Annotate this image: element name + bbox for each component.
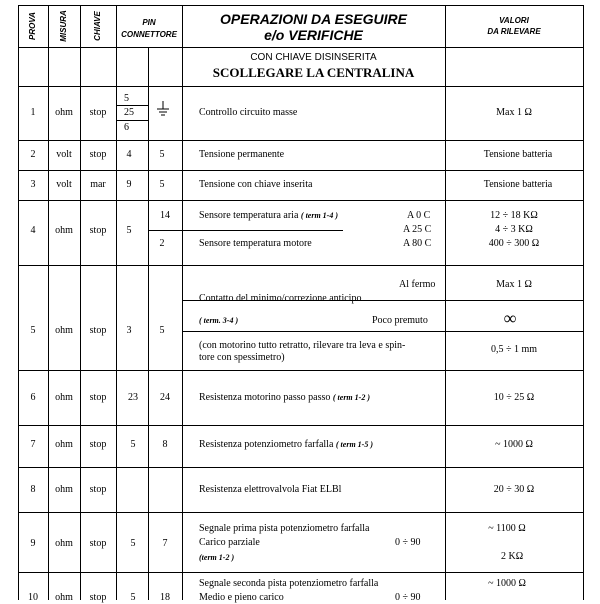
- row5-operation-b: Contatto del minimo/correzione anticipo: [199, 293, 362, 304]
- row6-misura: ohm: [55, 392, 73, 403]
- row8-value: 20 ÷ 30 Ω: [493, 484, 535, 495]
- row-divider-5: [18, 370, 583, 371]
- row-divider-1: [18, 140, 583, 141]
- row-divider-3: [18, 200, 583, 201]
- row5-operation-c: Poco premuto: [372, 315, 428, 326]
- intro-divider: [18, 86, 583, 87]
- row9-operation-1: Segnale prima pista potenziometro farfalla: [199, 523, 370, 534]
- row1-operation: Controllo circuito masse: [199, 107, 298, 118]
- row5-operation-d1: (con motorino tutto retratto, rilevare tra leva e spin-: [199, 340, 406, 351]
- row7-operation: [199, 439, 373, 451]
- row1-value: Max 1 Ω: [496, 107, 532, 118]
- col-divider-pin: [116, 5, 117, 600]
- header-chiave: CHIAVE: [93, 11, 102, 41]
- row-divider-8: [18, 512, 583, 513]
- row9-value-1: ~ 1100 Ω: [488, 523, 526, 534]
- header-prova: PROVA: [28, 12, 37, 40]
- row4-temp-1: A 0 C: [407, 210, 431, 221]
- ground-icon: [156, 101, 170, 119]
- row5-operation-d2: tore con spessimetro): [199, 352, 285, 363]
- row5-value-1: Max 1 Ω: [496, 279, 532, 290]
- row4-temp-3: A 80 C: [403, 238, 432, 249]
- row1-pin-a1: 5: [124, 93, 129, 104]
- row4-pin-a: 5: [126, 225, 132, 236]
- row2-misura: volt: [56, 149, 72, 160]
- row7-prova: 7: [30, 439, 36, 450]
- row4-sub-divider: [148, 230, 343, 231]
- row4-value-3: 400 ÷ 300 Ω: [488, 238, 540, 249]
- header-connettore: CONNETTORE: [121, 30, 177, 39]
- row9-misura: ohm: [55, 538, 73, 549]
- row10-pin-a: 5: [130, 592, 136, 603]
- row10-prova: 10: [28, 592, 38, 603]
- intro-line1: CON CHIAVE DISINSERITA: [250, 52, 377, 63]
- row7-chiave: stop: [89, 439, 107, 450]
- row4-operation-1: [199, 210, 338, 222]
- row6-pin-b: 24: [160, 392, 170, 403]
- row1-pin-a2: 25: [124, 107, 134, 118]
- table-border-right: [583, 5, 584, 600]
- row9-pin-a: 5: [130, 538, 136, 549]
- row5-pin-a: 3: [126, 325, 132, 336]
- row10-misura: ohm: [55, 592, 73, 603]
- row3-chiave: mar: [90, 179, 106, 190]
- row5-value-2: ∞: [503, 308, 517, 328]
- row6-pin-a: 23: [128, 392, 138, 403]
- row3-pin-b: 5: [159, 179, 165, 190]
- header-title: OPERAZIONI DA ESEGUIRE: [220, 11, 407, 27]
- row10-operation-1: Segnale seconda pista potenziometro farfalla: [199, 578, 379, 589]
- row-divider-4: [18, 265, 583, 266]
- row9-operation-3: (term 1-2 ): [199, 553, 235, 562]
- row4-chiave: stop: [89, 225, 107, 236]
- row8-chiave: stop: [89, 484, 107, 495]
- row4-prova: 4: [30, 225, 36, 236]
- row1-pin-a3: 6: [124, 122, 129, 133]
- row10-operation-2: Medio e pieno carico: [199, 592, 284, 603]
- row5-operation-a: Al fermo: [399, 279, 436, 290]
- col-divider-ops: [182, 5, 183, 600]
- header-misura: MISURA: [59, 10, 68, 42]
- row6-operation: [199, 392, 370, 404]
- row2-chiave: stop: [89, 149, 107, 160]
- row4-misura: ohm: [55, 225, 73, 236]
- row7-pin-a: 5: [130, 439, 136, 450]
- row7-value: ~ 1000 Ω: [495, 439, 533, 450]
- header-values-sub: DA RILEVARE: [487, 27, 541, 36]
- row7-operation-label: Resistenza potenziometro farfalla: [199, 439, 334, 450]
- row1-chiave: stop: [89, 107, 107, 118]
- row3-prova: 3: [30, 179, 36, 190]
- row1-pin-line-a: [116, 105, 148, 106]
- header-pin: PIN: [142, 18, 156, 27]
- row8-misura: ohm: [55, 484, 73, 495]
- table-border-left: [18, 5, 19, 600]
- row1-pin-line-b: [116, 120, 148, 121]
- row6-value: 10 ÷ 25 Ω: [493, 392, 535, 403]
- row10-value-1: ~ 1000 Ω: [488, 578, 526, 589]
- row7-pin-b: 8: [162, 439, 168, 450]
- row5-pin-b: 5: [159, 325, 165, 336]
- row4-operation-1-term: ( term 1-4 ): [300, 211, 339, 220]
- row4-value-1: 12 ÷ 18 KΩ: [490, 210, 538, 221]
- intro-line2: SCOLLEGARE LA CENTRALINA: [212, 65, 415, 80]
- row3-misura: volt: [56, 179, 72, 190]
- row5-operation-term: ( term. 3-4 ): [199, 316, 239, 325]
- row-divider-9: [18, 572, 583, 573]
- row9-prova: 9: [30, 538, 36, 549]
- header-divider: [18, 47, 583, 48]
- col-divider-values: [445, 5, 446, 600]
- row2-pin-a: 4: [126, 149, 132, 160]
- header-values: VALORI: [499, 16, 529, 25]
- row3-pin-a: 9: [126, 179, 132, 190]
- row6-prova: 6: [30, 392, 36, 403]
- row-divider-2: [18, 170, 583, 171]
- row2-value: Tensione batteria: [483, 149, 553, 160]
- row9-operation-2-range: 0 ÷ 90: [395, 537, 421, 548]
- row3-operation: Tensione con chiave inserita: [199, 179, 313, 190]
- row4-operation-1-label: Sensore temperatura aria: [199, 210, 299, 221]
- row5-misura: ohm: [55, 325, 73, 336]
- row4-pin-b1: 14: [160, 210, 170, 221]
- row7-misura: ohm: [55, 439, 73, 450]
- row6-chiave: stop: [89, 392, 107, 403]
- col-divider-misura: [48, 5, 49, 600]
- header-subtitle: e/o VERIFICHE: [264, 27, 363, 43]
- row-divider-6: [18, 425, 583, 426]
- row8-prova: 8: [30, 484, 36, 495]
- row1-prova: 1: [30, 107, 36, 118]
- row4-pin-b2: 2: [159, 238, 165, 249]
- row7-operation-term: ( term 1-5 ): [335, 440, 373, 449]
- row3-value: Tensione batteria: [483, 179, 553, 190]
- row4-operation-2: Sensore temperatura motore: [199, 238, 312, 249]
- row4-value-2: 4 ÷ 3 KΩ: [495, 224, 533, 235]
- row10-operation-2-range: 0 ÷ 90: [395, 592, 421, 603]
- col-divider-chiave: [80, 5, 81, 600]
- row2-prova: 2: [30, 149, 36, 160]
- row5-sub-divider-b: [182, 331, 583, 332]
- row9-operation-2: Carico parziale: [199, 537, 260, 548]
- row10-pin-b: 18: [160, 592, 170, 603]
- row10-chiave: stop: [89, 592, 107, 603]
- row5-prova: 5: [30, 325, 36, 336]
- row8-operation: Resistenza elettrovalvola Fiat ELBl: [199, 484, 342, 495]
- row6-operation-term: ( term 1-2 ): [332, 393, 370, 402]
- row1-misura: ohm: [55, 107, 73, 118]
- row4-temp-2: A 25 C: [403, 224, 432, 235]
- row9-pin-b: 7: [162, 538, 168, 549]
- row2-operation: Tensione permanente: [199, 149, 285, 160]
- row5-value-3: 0,5 ÷ 1 mm: [490, 344, 538, 355]
- row-divider-7: [18, 467, 583, 468]
- row2-pin-b: 5: [159, 149, 165, 160]
- row5-chiave: stop: [89, 325, 107, 336]
- row6-operation-label: Resistenza motorino passo passo: [199, 392, 331, 403]
- col-divider-pin-inner: [148, 47, 149, 600]
- row9-value-2: 2 KΩ: [501, 551, 524, 562]
- row9-chiave: stop: [89, 538, 107, 549]
